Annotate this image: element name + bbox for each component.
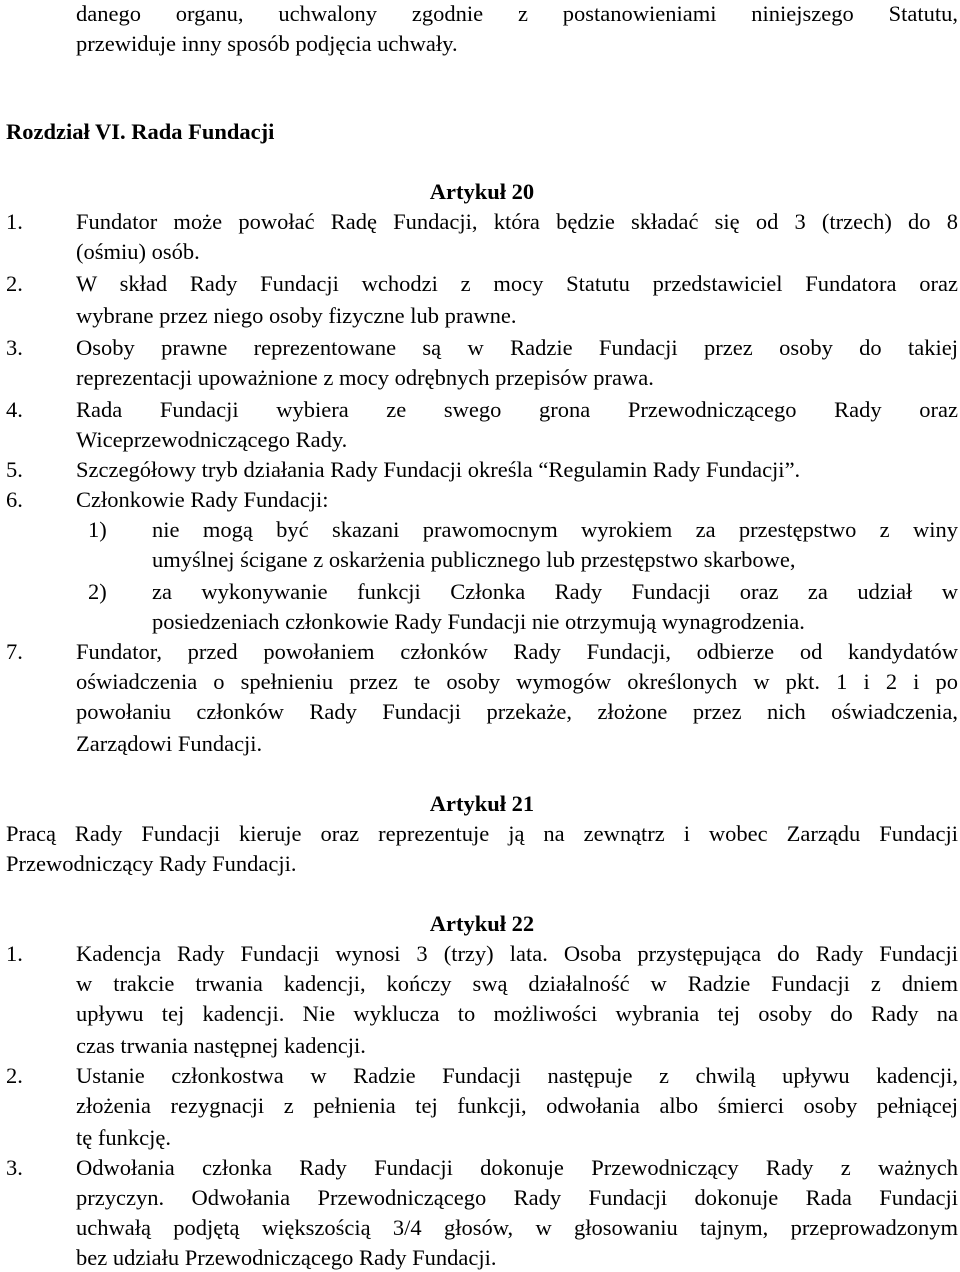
paragraph-number: 2. xyxy=(6,1063,23,1088)
paragraph-number: 2. xyxy=(6,271,23,296)
subpoint-number: 1) xyxy=(88,517,107,542)
paragraph-number: 5. xyxy=(6,457,23,482)
subpoint-number: 2) xyxy=(88,579,107,604)
paragraph-line: Fundator może powołać Radę Fundacji, która będzie składać się od 3 (trzech) do 8 xyxy=(76,209,958,234)
continuation-line: danego organu, uchwalony zgodnie z postanowieniami niniejszego Statutu, xyxy=(76,1,958,26)
paragraph-line: Wiceprzewodniczącego Rady. xyxy=(76,427,348,452)
continuation-line: przewiduje inny sposób podjęcia uchwały. xyxy=(76,31,458,56)
paragraph-line: Zarządowi Fundacji. xyxy=(76,731,263,756)
paragraph-line: w trakcie trwania kadencji, kończy swą działalność w Radzie Fundacji z dniem xyxy=(76,971,958,996)
paragraph-line: Szczegółowy tryb działania Rady Fundacji określa “Regulamin Rady Fundacji”. xyxy=(76,457,801,482)
paragraph-number: 1. xyxy=(6,209,23,234)
article-line: Przewodniczący Rady Fundacji. xyxy=(6,851,297,876)
chapter-title: Rozdział VI. Rada Fundacji xyxy=(6,119,275,144)
paragraph-line: upływu tej kadencji. Nie wyklucza to możliwości wybrania tej osoby do Rady na xyxy=(76,1001,958,1026)
paragraph-line: reprezentacji upoważnione z mocy odrębnych przepisów prawa. xyxy=(76,365,654,390)
subpoint-line: za wykonywanie funkcji Członka Rady Fundacji oraz za udział w xyxy=(152,579,958,604)
article-21-title: Artykuł 21 xyxy=(429,791,535,816)
article-line: Pracą Rady Fundacji kieruje oraz reprezentuje ją na zewnątrz i wobec Zarządu Fundacji xyxy=(6,821,958,846)
paragraph-line: złożenia rezygnacji z pełnienia tej funkcji, odwołania albo śmierci osoby pełniącej xyxy=(76,1093,958,1118)
paragraph-line: Rada Fundacji wybiera ze swego grona Przewodniczącego Rady oraz xyxy=(76,397,958,422)
article-20-title: Artykuł 20 xyxy=(429,179,535,204)
paragraph-number: 7. xyxy=(6,639,23,664)
paragraph-line: W skład Rady Fundacji wchodzi z mocy Statutu przedstawiciel Fundatora oraz xyxy=(76,271,958,296)
paragraph-line: czas trwania następnej kadencji. xyxy=(76,1033,366,1058)
paragraph-line: oświadczenia o spełnieniu przez te osoby wymogów określonych w pkt. 1 i 2 i po xyxy=(76,669,958,694)
paragraph-line: Kadencja Rady Fundacji wynosi 3 (trzy) lata. Osoba przystępująca do Rady Fundacji xyxy=(76,941,958,966)
paragraph-number: 3. xyxy=(6,335,23,360)
paragraph-number: 4. xyxy=(6,397,23,422)
paragraph-line: wybrane przez niego osoby fizyczne lub prawne. xyxy=(76,303,517,328)
paragraph-line: tę funkcję. xyxy=(76,1125,171,1150)
paragraph-line: powołaniu członków Rady Fundacji przekaże, złożone przez nich oświadczenia, xyxy=(76,699,958,724)
paragraph-line: Odwołania członka Rady Fundacji dokonuje Przewodniczący Rady z ważnych xyxy=(76,1155,958,1180)
subpoint-line: nie mogą być skazani prawomocnym wyrokiem za przestępstwo z winy xyxy=(152,517,958,542)
article-22-title: Artykuł 22 xyxy=(429,911,535,936)
paragraph-line: przyczyn. Odwołania Przewodniczącego Rady Fundacji dokonuje Rada Fundacji xyxy=(76,1185,958,1210)
paragraph-number: 3. xyxy=(6,1155,23,1180)
paragraph-line: (ośmiu) osób. xyxy=(76,239,200,264)
paragraph-line: Ustanie członkostwa w Radzie Fundacji następuje z chwilą upływu kadencji, xyxy=(76,1063,958,1088)
paragraph-number: 6. xyxy=(6,487,23,512)
paragraph-line: Członkowie Rady Fundacji: xyxy=(76,487,329,512)
subpoint-line: umyślnej ścigane z oskarżenia publicznego lub przestępstwo skarbowe, xyxy=(152,547,796,572)
paragraph-line: uchwałą podjętą większością 3/4 głosów, w głosowaniu tajnym, przeprowadzonym xyxy=(76,1215,958,1240)
paragraph-line: Fundator, przed powołaniem członków Rady Fundacji, odbierze od kandydatów xyxy=(76,639,958,664)
subpoint-line: posiedzeniach członkowie Rady Fundacji nie otrzymują wynagrodzenia. xyxy=(152,609,805,634)
paragraph-line: Osoby prawne reprezentowane są w Radzie Fundacji przez osoby do takiej xyxy=(76,335,958,360)
paragraph-line: bez udziału Przewodniczącego Rady Fundacji. xyxy=(76,1245,497,1270)
paragraph-number: 1. xyxy=(6,941,23,966)
